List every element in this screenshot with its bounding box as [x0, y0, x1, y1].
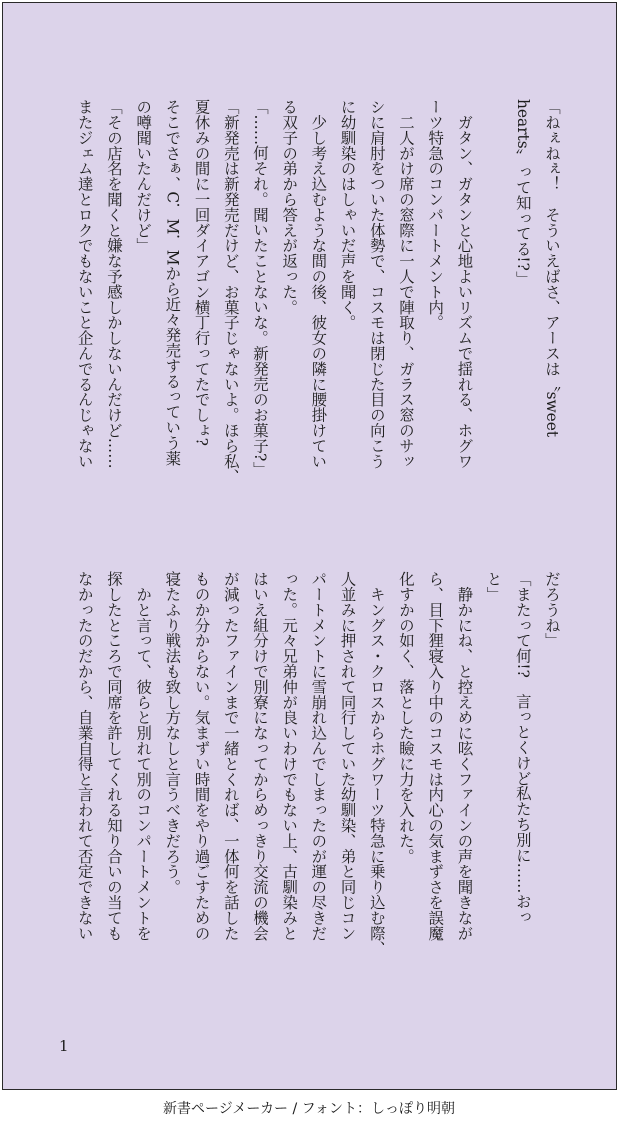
text-block-top: 「ねぇねぇ！ そういえばさ、アースは〝sweet hearts〟って知ってる!?」 ガタン、ガタンと心地よいリズムで揺れる、ホグワ ーツ特急のコンパートメント内。 二人がけ席の窓際に一人で陣取り、ガラス窓のサッ シに肩肘をついた体勢で、コスモは閉じた目の向こう に幼馴染のはしゃいだ声を聞く。 少し考え込むような間の後、彼女の隣に腰掛けてい る双子の弟から答えが返った。 「……何それ。聞いたことないな。新発売のお菓子?」 「新発売は新発売だけど、お菓子じゃないよ。ほら私、 夏休みの間に一回ダイアゴン横丁行ってたでしょ? そこでさぁ、C．M．Mから近々発売するっていう薬 の噂聞いたんだけど」 「その店名を聞くと嫌な予感しかしないんだけど…… またジェム達とロクでもないこと企んでるんじゃない	[75, 99, 561, 484]
footer-caption: 新書ページメーカー / フォント：しっぽり明朝	[163, 1101, 455, 1117]
text-block-bottom: だろうね」 「またって何!? 言っとくけど私たち別に……おっ と」 静かにね、と控えめに呟くファインの声を聞きなが ら、目下狸寝入り中のコスモは内心の気まずさを誤魔 化すかの如く、落とした瞼に力を入れた。 キングス・クロスからホグワーツ特急に乗り込む際、 人並みに押されて同行していた幼馴染、弟と同じコン パートメントに雪崩れ込んでしまったのが運の尽きだ った。元々兄弟仲が良いわけでもない上、古馴染みと はいえ組分けで別寮になってからめっきり交流の機会 が減ったファインまで一緒とくれば、一体何を話した ものか分からない。気まずい時間をやり過ごすための 寝たふり戦法も致し方なしと言うべきだろう。 かと言って、彼らと別れて別のコンパートメントを 探したところで同席を許してくれる知り合いの当ても なかったのだから、自業自得と言われて否定できない	[75, 571, 561, 956]
book-page	[2, 2, 617, 1090]
page-number: 1	[59, 1037, 69, 1055]
